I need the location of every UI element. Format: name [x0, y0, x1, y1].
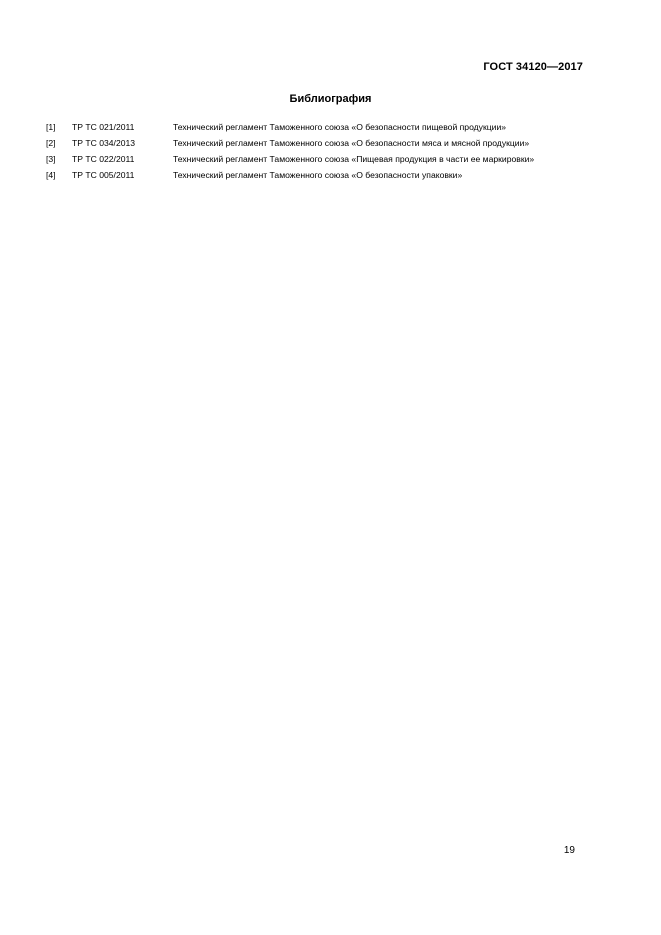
- reference-code: ТР ТС 021/2011: [72, 122, 135, 132]
- reference-number: [4]: [46, 170, 56, 180]
- bibliography-item: [46, 170, 586, 181]
- reference-title: Технический регламент Таможенного союза «О безопасности упаковки»: [173, 170, 463, 180]
- reference-number: [2]: [46, 138, 56, 148]
- reference-number: [1]: [46, 122, 56, 132]
- bibliography-item: [46, 154, 586, 165]
- reference-code: ТР ТС 005/2011: [72, 170, 135, 180]
- reference-code: ТР ТС 022/2011: [72, 154, 135, 164]
- page-number: 19: [563, 845, 575, 856]
- bibliography-item: [46, 138, 586, 149]
- standard-code-header: ГОСТ 34120—2017: [483, 61, 583, 73]
- reference-title: Технический регламент Таможенного союза «О безопасности мяса и мясной продукции»: [173, 138, 530, 148]
- bibliography-title: Библиография: [289, 93, 372, 105]
- reference-title: Технический регламент Таможенного союза «Пищевая продукция в части ее маркировки»: [173, 154, 535, 164]
- reference-code: ТР ТС 034/2013: [72, 138, 136, 148]
- bibliography-item: [46, 122, 586, 133]
- bibliography-list: [46, 122, 586, 186]
- reference-number: [3]: [46, 154, 56, 164]
- reference-title: Технический регламент Таможенного союза «О безопасности пищевой продукции»: [173, 122, 507, 132]
